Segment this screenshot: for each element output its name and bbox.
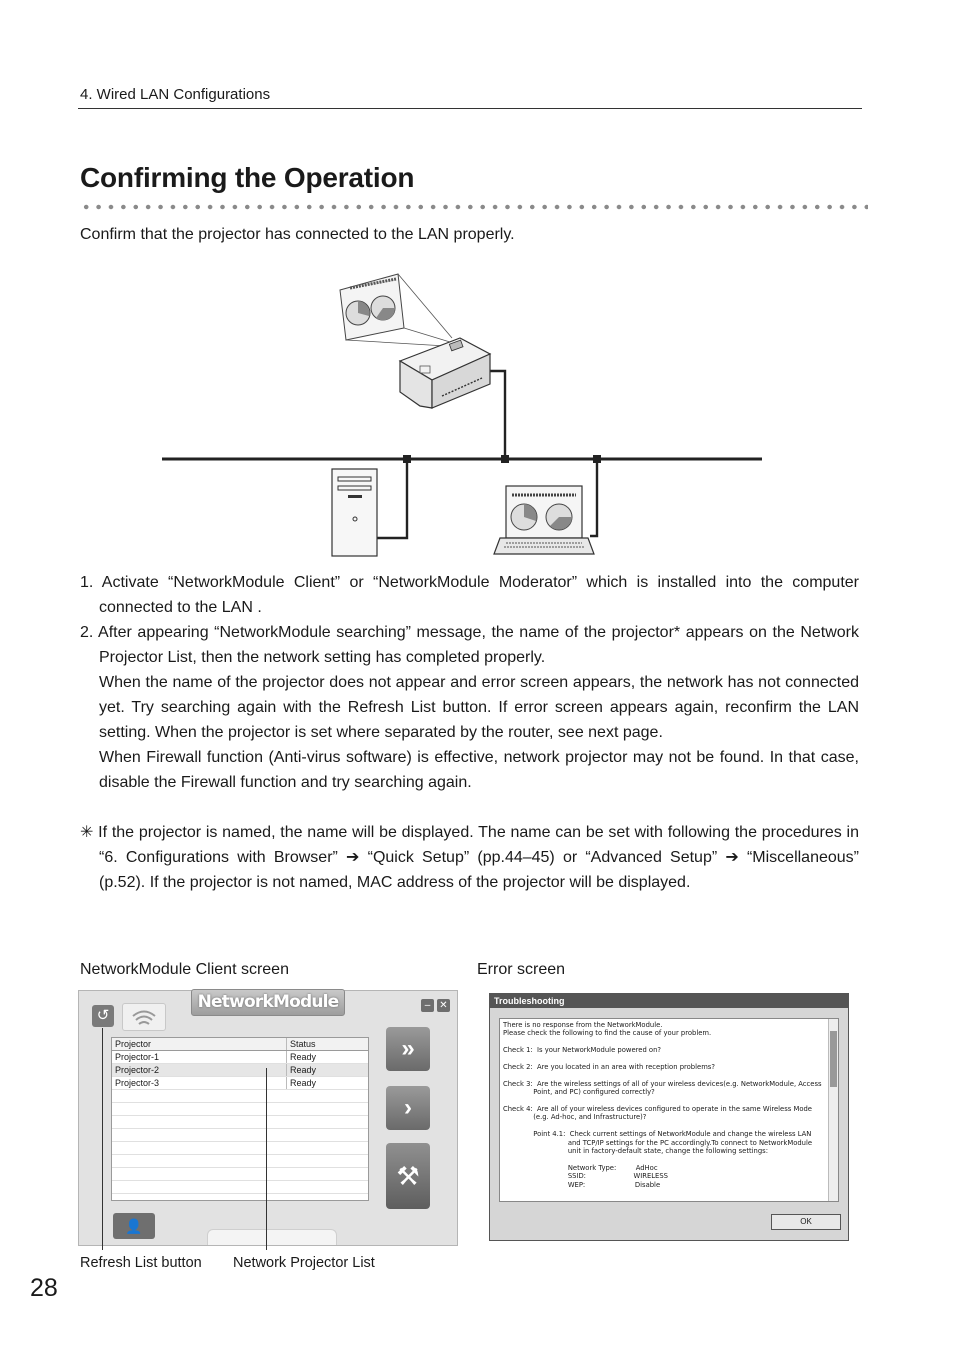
error-text-line: There is no response from the NetworkModule. [503, 1021, 663, 1029]
error-text-line: Point 4.1: Check current settings of NetworkModule and change the wireless LAN [503, 1130, 812, 1139]
error-text-line [503, 1038, 823, 1046]
double-chevron-icon: » [401, 1035, 415, 1062]
page-number: 28 [30, 1274, 58, 1302]
table-row[interactable]: Projector-3 Ready [112, 1077, 368, 1090]
header-rule [78, 108, 862, 109]
error-text-line: Check 3: Are the wireless settings of all of your wireless devices(e.g. NetworkModule, Access [503, 1079, 822, 1088]
list-header [112, 1038, 368, 1051]
chevron-right-icon: › [404, 1094, 412, 1121]
error-text-line: Network Type: AdHoc [503, 1163, 658, 1172]
list-callout-line [266, 1068, 267, 1250]
step-1: 1. Activate “NetworkModule Client” or “NetworkModule Moderator” which is installed into the computer connected to the LAN . [80, 574, 859, 616]
table-row[interactable]: Projector-1 Ready [112, 1051, 368, 1064]
error-text-line: and TCP/IP settings for the PC accordingly.To connect to NetworkModule [503, 1138, 813, 1147]
instructions [80, 570, 859, 895]
close-icon[interactable]: ✕ [437, 999, 450, 1012]
ok-button[interactable]: OK [771, 1214, 841, 1230]
error-window [489, 993, 849, 1241]
paragraph-firewall: When Firewall function (Anti-virus software) is effective, network projector may not be found. In that case, disable the Firewall function and try searching again. [99, 749, 859, 791]
error-text-line: WEP: Disable [503, 1180, 661, 1189]
refresh-button-caption: Refresh List button [80, 1255, 202, 1271]
scrollbar[interactable] [828, 1019, 838, 1201]
error-text-line [503, 1055, 823, 1063]
bottom-tab [207, 1229, 337, 1245]
error-text-line: SSID: WIRELESS [503, 1172, 668, 1181]
wifi-icon [123, 1004, 165, 1030]
projector-list-caption: Network Projector List [233, 1255, 375, 1271]
networkmodule-client-window [78, 990, 458, 1246]
error-text-line: unit in factory-default state, change the following settings: [503, 1147, 768, 1156]
user-icon: 👤 [125, 1218, 143, 1234]
table-row[interactable]: Projector-2 Ready [112, 1064, 368, 1077]
desktop-computer [332, 469, 377, 556]
troubleshooting-text [503, 1021, 823, 1189]
error-text-line [503, 1122, 823, 1130]
minimize-icon[interactable]: – [421, 999, 434, 1012]
section-label: 4. Wired LAN Configurations [80, 86, 271, 103]
paragraph-error: When the name of the projector does not appear and error screen appears, the network has not connected yet. Try searching again with the Refresh List button. If error screen appears again, reconfirm the LAN setting. When the projector is set where separated by the router, see next page. [99, 674, 859, 741]
error-text-line: Check 2: Are you located in an area with reception problems? [503, 1063, 715, 1072]
projected-screen [340, 274, 452, 346]
error-text-line [503, 1071, 823, 1079]
error-text-line: Point, and PC) configured correctly? [503, 1088, 655, 1097]
refresh-list-button[interactable] [92, 1005, 114, 1027]
tools-icon: ⚒ [396, 1161, 420, 1191]
error-text-line [503, 1156, 823, 1164]
error-text-line: Check 4: Are all of your wireless devices configured to operate in the same Wireless Mode [503, 1105, 812, 1114]
wireless-status-button[interactable] [122, 1003, 166, 1031]
error-screen-caption: Error screen [477, 961, 566, 978]
scrollbar-thumb[interactable] [830, 1031, 837, 1087]
tools-button[interactable] [386, 1143, 430, 1209]
error-text-line [503, 1097, 823, 1105]
column-projector[interactable]: Projector [115, 1039, 152, 1049]
error-text-line: (e.g. Ad-hoc, and Infrastructure)? [503, 1113, 647, 1122]
network-diagram [150, 268, 770, 560]
footnote: ✳ If the projector is named, the name will be displayed. The name can be set with following the procedures in “6. Configurations with Browser” ➔ “Quick Setup” (pp.44–45) or “Advanced Setup” ➔ “Miscellaneous” (p.52). If the projector is not named, MAC address of the projector will be displayed. [80, 824, 859, 891]
troubleshooting-textbox[interactable] [499, 1018, 839, 1202]
column-status[interactable]: Status [286, 1038, 316, 1050]
laptop-computer [494, 486, 594, 554]
step-2: 2. After appearing “NetworkModule searching” message, the name of the projector* appears on the Network Projector List, then the network setting has completed properly. [80, 624, 859, 666]
page-title: Confirming the Operation [80, 162, 415, 193]
refresh-callout-line [102, 1028, 103, 1250]
intro-text: Confirm that the projector has connected to the LAN properly. [80, 226, 515, 243]
connect-button[interactable] [386, 1086, 430, 1130]
network-projector-list[interactable] [111, 1037, 369, 1201]
projector [400, 338, 490, 408]
networkmodule-logo: NetworkModule [191, 989, 345, 1016]
connect-all-button[interactable] [386, 1027, 430, 1071]
error-window-title: Troubleshooting [490, 994, 848, 1008]
refresh-icon: ↺ [96, 1007, 110, 1024]
error-text-line: Check 1: Is your NetworkModule powered on? [503, 1046, 661, 1055]
client-screen-caption: NetworkModule Client screen [80, 961, 289, 978]
error-text-line: Please check the following to find the cause of your problem. [503, 1029, 712, 1038]
user-button[interactable] [113, 1213, 155, 1239]
dotted-divider [80, 203, 868, 211]
